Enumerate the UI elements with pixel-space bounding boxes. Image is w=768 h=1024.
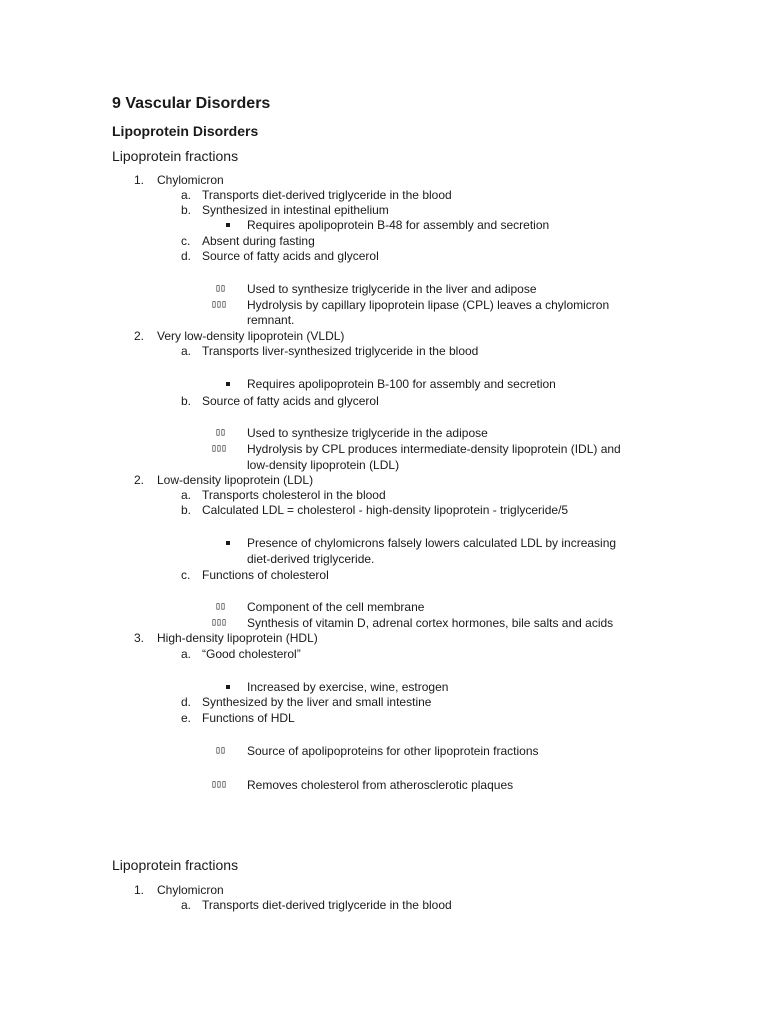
list-item: Calculated LDL = cholesterol - high-density lipoprotein - triglyceride/5 (202, 503, 569, 517)
bullet-text: Increased by exercise, wine, estrogen (247, 680, 449, 694)
list-item: Transports cholesterol in the blood (202, 488, 386, 502)
sublist-marker: c. (181, 568, 191, 582)
roman-marker-glyph: ▯▯▯ (211, 779, 227, 790)
list-item: “Good cholesterol” (202, 647, 301, 661)
list-item: Absent during fasting (202, 234, 315, 248)
sublist-marker: b. (181, 394, 192, 408)
list-item-ldl: Low-density lipoprotein (LDL) (157, 473, 314, 487)
sublist-marker: b. (181, 503, 192, 517)
sublist-marker: d. (181, 695, 192, 709)
subheading: Lipoprotein Disorders (112, 123, 259, 139)
list-item-vldl: Very low-density lipoprotein (VLDL) (157, 329, 345, 343)
sublist-marker: a. (181, 647, 192, 661)
sublist-marker: e. (181, 711, 192, 725)
sublist-marker: a. (181, 188, 192, 202)
list-item-chylomicron-repeat: Chylomicron (157, 883, 224, 897)
list-item-continuation: low-density lipoprotein (LDL) (247, 458, 400, 472)
list-item: Used to synthesize triglyceride in the adipose (247, 426, 488, 440)
list-item: Source of fatty acids and glycerol (202, 394, 379, 408)
sublist-marker: b. (181, 203, 192, 217)
bullet-text: Requires apolipoprotein B-48 for assembly and secretion (247, 218, 550, 232)
sublist-marker: a. (181, 488, 192, 502)
bullet-text: Requires apolipoprotein B-100 for assembly and secretion (247, 377, 556, 391)
list-item: Transports liver-synthesized triglyceride in the blood (202, 344, 479, 358)
page-title: 9 Vascular Disorders (112, 95, 271, 112)
sublist-marker: d. (181, 249, 192, 263)
bullet-square-icon (226, 223, 230, 227)
list-marker: 2. (134, 473, 145, 487)
bullet-text-continuation: diet-derived triglyceride. (247, 552, 375, 566)
bullet-square-icon (226, 382, 230, 386)
list-marker: 3. (134, 631, 145, 645)
list-item: Hydrolysis by CPL produces intermediate-density lipoprotein (IDL) and (247, 442, 621, 456)
bullet-text: Presence of chylomicrons falsely lowers calculated LDL by increasing (247, 536, 617, 550)
list-item: Transports diet-derived triglyceride in the blood (202, 898, 452, 912)
bullet-square-icon (226, 541, 230, 545)
list-item: Source of apolipoproteins for other lipoprotein fractions (247, 744, 539, 758)
roman-marker-glyph: ▯▯▯ (211, 617, 227, 628)
roman-marker-glyph: ▯▯▯ (211, 299, 227, 310)
list-item: Functions of cholesterol (202, 568, 329, 582)
list-item-hdl: High-density lipoprotein (HDL) (157, 631, 318, 645)
roman-marker-glyph: ▯▯ (215, 427, 226, 438)
sublist-marker: a. (181, 898, 192, 912)
list-item: Synthesized in intestinal epithelium (202, 203, 389, 217)
list-item-chylomicron: Chylomicron (157, 173, 224, 187)
list-item: Used to synthesize triglyceride in the liver and adipose (247, 282, 537, 296)
roman-marker-glyph: ▯▯ (215, 283, 226, 294)
roman-marker-glyph: ▯▯ (215, 601, 226, 612)
list-item-continuation: remnant. (247, 313, 295, 327)
section-title-repeat: Lipoprotein fractions (112, 857, 239, 873)
list-item: Source of fatty acids and glycerol (202, 249, 379, 263)
sublist-marker: a. (181, 344, 192, 358)
list-marker: 2. (134, 329, 145, 343)
list-marker: 1. (134, 883, 145, 897)
roman-marker-glyph: ▯▯ (215, 745, 226, 756)
list-item: Synthesized by the liver and small intestine (202, 695, 432, 709)
sublist-marker: c. (181, 234, 191, 248)
list-item: Removes cholesterol from atherosclerotic plaques (247, 778, 514, 792)
bullet-square-icon (226, 685, 230, 689)
list-item: Component of the cell membrane (247, 600, 425, 614)
list-item: Synthesis of vitamin D, adrenal cortex hormones, bile salts and acids (247, 616, 614, 630)
list-item: Functions of HDL (202, 711, 295, 725)
list-marker: 1. (134, 173, 145, 187)
roman-marker-glyph: ▯▯▯ (211, 443, 227, 454)
section-title: Lipoprotein fractions (112, 148, 239, 164)
list-item: Hydrolysis by capillary lipoprotein lipase (CPL) leaves a chylomicron (247, 298, 610, 312)
list-item: Transports diet-derived triglyceride in the blood (202, 188, 452, 202)
